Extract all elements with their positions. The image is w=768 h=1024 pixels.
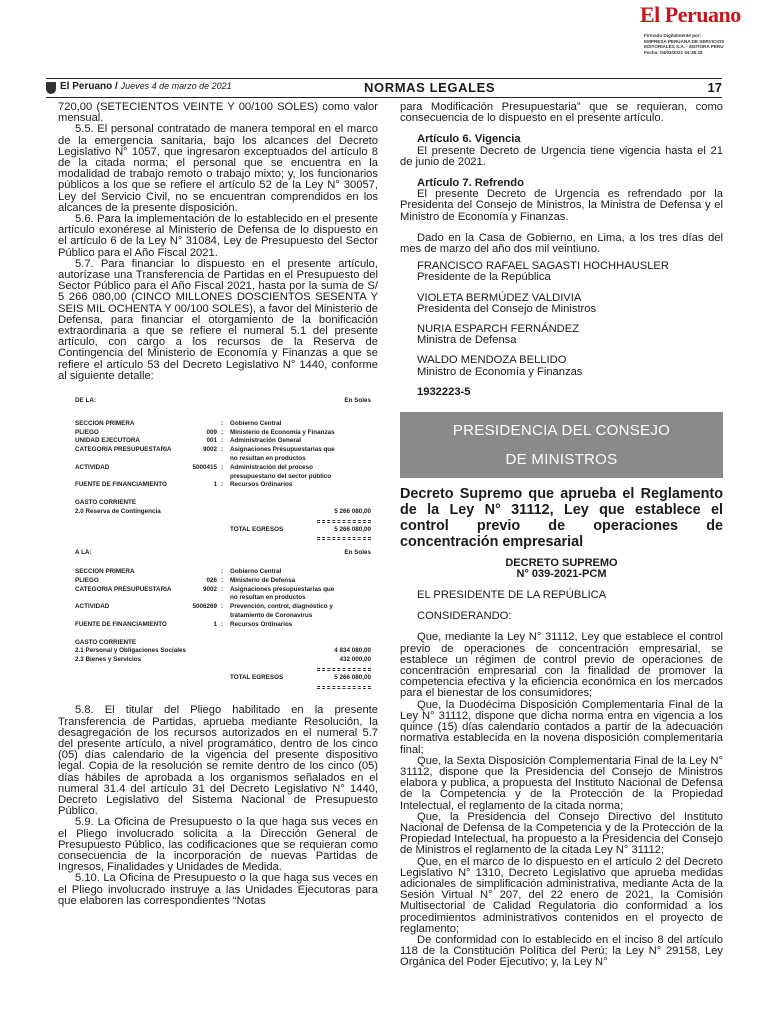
paragraph: para Modificación Presupuestaria” que se requieran, como consecuencia de lo dispuesto en el presente artículo. bbox=[400, 101, 723, 125]
el-peruano-logo: El Peruano bbox=[640, 2, 741, 27]
table-row: ACTIVIDAD 5000415 : Administración del proceso presupuestario del sector público bbox=[75, 463, 332, 480]
table-row: CATEGORIA PRESUPUESTARIA 9002 : Asignaciones Presupuestarias que no resultan en productos bbox=[75, 446, 335, 463]
left-column bbox=[58, 102, 378, 907]
signatory: WALDO MENDOZA BELLIDO Ministro de Economía y Finanzas bbox=[417, 354, 583, 378]
table-total-row: TOTAL EGRESOS 5 266 080,00 bbox=[230, 525, 371, 533]
table-row: 2.3 Bienes y Servicios 432 000,00 bbox=[75, 656, 371, 664]
paragraph: 5.7. Para financiar lo dispuesto en el presente artículo, autorízase una Transferencia de Partidas en el Presupuesto del Sector Público para el Año Fiscal 2021, hasta por la suma de S/ 5 266 080,00 (CINCO MILLONES DOSCIENTOS SESENTA Y SEIS MIL OCHENTA Y 00/100 SOLES), a favor del Ministerio de Defensa, para financiar el otorgamiento de la bonificación extraordinaria a que se refiere el numeral 5.1 del presente artículo, con cargo a los recursos de la Reserva de Contingencia del Ministerio de Economía y Finanzas a que se refiere el artículo 53 del Decreto Legislativo N° 1440, conforme al siguiente detalle: bbox=[58, 257, 378, 382]
transfer-table-to: A LA: En Soles SECCION PRIMERA : Gobierno Central PLIEGO 026 : Ministerio de Defensa CATEGORIA PRESUPUESTARIA 9002 : Asignaciones presupuestarias que no resultan en productos ACTIVIDAD 5006269 : Prevención, control, diagnóstico y tratamiento de Coronavirus FUENTE DE FINANCIAMIENTO 1 : Recursos Ordinarios GASTO CORRIENTE 2.1 Personal y Obligaciones Sociales 4 834 080,00 2.3 Bienes y Servicios 432 000,00 TOTAL EGRESOS 5 266 080,00 bbox=[75, 549, 371, 681]
table-row: FUENTE DE FINANCIAMIENTO 1 : Recursos Ordinarios bbox=[75, 481, 293, 489]
signatory: NURIA ESPARCH FERNÁNDEZ Ministra de Defensa bbox=[417, 323, 580, 347]
paragraph: Que, la Presidencia del Consejo Directivo del Instituto Nacional de Defensa de la Competencia y de la Protección de la Propiedad Intelectual, ha propuesto a la Presidencia del Consejo de Ministros el reglamento de la citada Ley N° 31112; bbox=[400, 810, 723, 857]
table-row: PLIEGO 026 : Ministerio de Defensa bbox=[75, 576, 296, 584]
table-row: UNIDAD EJECUTORA 001 : Administración General bbox=[75, 437, 302, 445]
section-title: NORMAS LEGALES bbox=[364, 80, 496, 95]
paragraph: El presente Decreto de Urgencia es refrendado por la Presidenta del Consejo de Ministros, la Ministra de Defensa y el Ministro de Economía y Finanzas. bbox=[400, 188, 723, 223]
article-7-heading: Artículo 7. Refrendo bbox=[417, 177, 524, 190]
table-row: 2.1 Personal y Obligaciones Sociales 4 834 080,00 bbox=[75, 647, 371, 655]
digital-signature-stamp: Firmado Digitalmente por: EMPRESA PERUANA DE SERVICIOS EDITORIALES S.A. - EDITORA PERU Fecha: 04/03/2021 04:38:15 bbox=[644, 33, 725, 55]
signatory: VIOLETA BERMÚDEZ VALDIVIA Presidenta del Consejo de Ministros bbox=[417, 291, 597, 315]
paragraph: De conformidad con lo establecido en el inciso 8 del artículo 118 de la Constitución Política del Perú; la Ley N° 29158, Ley Orgánica del Poder Ejecutivo; y, la Ley N° bbox=[400, 933, 723, 969]
paragraph: 5.8. El titular del Pliego habilitado en la presente Transferencia de Partidas, aprueba mediante Resolución, la desagregación de los recursos autorizados en el numeral 5.7 del presente artículo, a nivel programático, dentro de los cinco (05) días calendario de la vigencia del presente dispositivo legal. Copia de la resolución se remite dentro de los cinco (05) días hábiles de aprobada a los organismos señalados en el numeral 31.4 del artículo 31 del Decreto Legislativo N° 1440, Decreto Legislativo del Sistema Nacional de Presupuesto Público. bbox=[58, 704, 378, 818]
decree-title: Decreto Supremo que aprueba el Reglamento de la Ley N° 31112, Ley que establece el control previo de operaciones de concentración empresarial bbox=[400, 486, 723, 551]
article-6-heading: Artículo 6. Vigencia bbox=[417, 133, 521, 146]
paragraph: 5.9. La Oficina de Presupuesto o la que haga sus veces en el Pliego involucrado solicita a la Dirección General de Presupuesto Público, las codificaciones que se requieran como consecuencia de la incorporación de nuevas Partidas de Ingresos, Finalidades y Unidades de Medida. bbox=[58, 816, 378, 874]
page-header bbox=[46, 78, 722, 98]
table-total-row: TOTAL EGRESOS 5 266 080,00 bbox=[230, 673, 371, 681]
paragraph: El presente Decreto de Urgencia tiene vigencia hasta el 21 de junio de 2021. bbox=[400, 144, 723, 168]
paragraph: 720,00 (SETECIENTOS VEINTE Y 00/100 SOLES) como valor mensual. bbox=[58, 101, 378, 125]
table-row: ACTIVIDAD 5006269 : Prevención, control, diagnóstico y tratamiento de Coronavirus bbox=[75, 603, 333, 620]
header-brand: El Peruano / Jueves 4 de marzo de 2021 bbox=[60, 81, 232, 92]
decree-label: DECRETO SUPREMO N° 039-2021-PCM bbox=[505, 557, 618, 581]
reference-number: 1932223-5 bbox=[417, 385, 471, 398]
coat-of-arms-icon bbox=[46, 82, 56, 94]
table-row: SECCION PRIMERA : Gobierno Central bbox=[75, 419, 282, 427]
paragraph: Que, en el marco de lo dispuesto en el artículo 2 del Decreto Legislativo N° 1310, Decreto Legislativo que aprueba medidas adicionales de simplificación administrativa, mediante Acta de la Sesión Virtual N° 207, del 22 enero de 2021, la Comisión Multisectorial de Calidad Regulatoria dio conformidad a los procedimientos administrativos contenidos en el proyecto de reglamento; bbox=[400, 855, 723, 935]
table-row: 2.0 Reserva de Contingencia 5 266 080,00 bbox=[75, 508, 371, 516]
paragraph: 5.10. La Oficina de Presupuesto o la que haga sus veces en el Pliego involucrado instruye a las Unidades Ejecutoras para que elaboren las correspondientes “Notas bbox=[58, 872, 378, 907]
paragraph: Que, la Sexta Disposición Complementaria Final de la Ley N° 31112, dispone que la Presidencia del Consejo de Ministros elabora y publica, a propuesta del Instituto Nacional de Defensa de la Competencia y de la Protección de la Propiedad Intelectual, el reglamento de la citada norma; bbox=[400, 754, 723, 812]
page-number: 17 bbox=[707, 80, 722, 95]
paragraph: 5.5. El personal contratado de manera temporal en el marco de la emergencia sanitaria, bajo los alcances del Decreto Legislativo N° 1057, que ingresaron exceptuados del artículo 8 de la citada norma; el personal que se encuentra en la modalidad de trabajo remoto o trabajo mixto; y, los funcionarios públicos a los que se refiere el artículo 52 de la Ley N° 30057, Ley del Servicio Civil, no se encuentran comprendidos en los alcances de la presente disposición. bbox=[58, 123, 378, 214]
table-row: SECCION PRIMERA : Gobierno Central bbox=[75, 568, 282, 576]
table-row: CATEGORIA PRESUPUESTARIA 9002 : Asignaciones presupuestarias que no resultan en productos bbox=[75, 585, 335, 602]
paragraph: Que, mediante la Ley N° 31112, Ley que establece el control previo de operaciones de concentración empresarial, se establece un régimen de control previo de operaciones de concentración empresarial con la finalidad de promover la competencia efectiva y la eficiencia económica en los mercados para el bienestar de los consumidores; bbox=[400, 631, 723, 700]
paragraph: Dado en la Casa de Gobierno, en Lima, a los tres días del mes de marzo del año dos mil veintiuno. bbox=[400, 231, 723, 256]
header-date: Jueves 4 de marzo de 2021 bbox=[120, 81, 232, 91]
table-row: FUENTE DE FINANCIAMIENTO 1 : Recursos Ordinarios bbox=[75, 620, 293, 628]
president-heading: EL PRESIDENTE DE LA REPÚBLICA bbox=[417, 589, 607, 602]
paragraph: 5.6. Para la implementación de lo establecido en el presente artículo exonérese al Ministerio de Defensa de lo dispuesto en el artículo 6 de la Ley N° 31084, Ley de Presupuesto del Sector Público para el Año Fiscal 2021. bbox=[58, 213, 378, 259]
transfer-table-from: DE LA: En Soles SECCION PRIMERA : Gobierno Central PLIEGO 009 : Ministerio de Economía y Finanzas UNIDAD EJECUTORA 001 : Administración General CATEGORIA PRESUPUESTARIA 9002 : Asignaciones Presupuestarias que no resultan en productos ACTIVIDAD 5000415 : Administración del proceso presupuestario del sector público FUENTE DE FINANCIAMIENTO 1 : Recursos Ordinarios GASTO CORRIENTE 2.0 Reserva de Contingencia 5 266 080,00 TOTAL EGRESOS 5 266 080,00 bbox=[75, 397, 371, 533]
signatory: FRANCISCO RAFAEL SAGASTI HOCHHAUSLER Presidente de la República bbox=[417, 260, 669, 284]
section-banner: PRESIDENCIA DEL CONSEJO DE MINISTROS bbox=[400, 412, 723, 478]
table-row: PLIEGO 009 : Ministerio de Economía y Finanzas bbox=[75, 428, 335, 436]
paragraph: Que, la Duodécima Disposición Complementaria Final de la Ley N° 31112, dispone que dicha norma entra en vigencia a los quince (15) días calendario contados a partir de la adecuación normativa establecida en la novena disposición complementaria final; bbox=[400, 698, 723, 756]
signatories bbox=[400, 261, 723, 378]
considerando-heading: CONSIDERANDO: bbox=[417, 610, 512, 623]
right-column bbox=[400, 102, 723, 969]
